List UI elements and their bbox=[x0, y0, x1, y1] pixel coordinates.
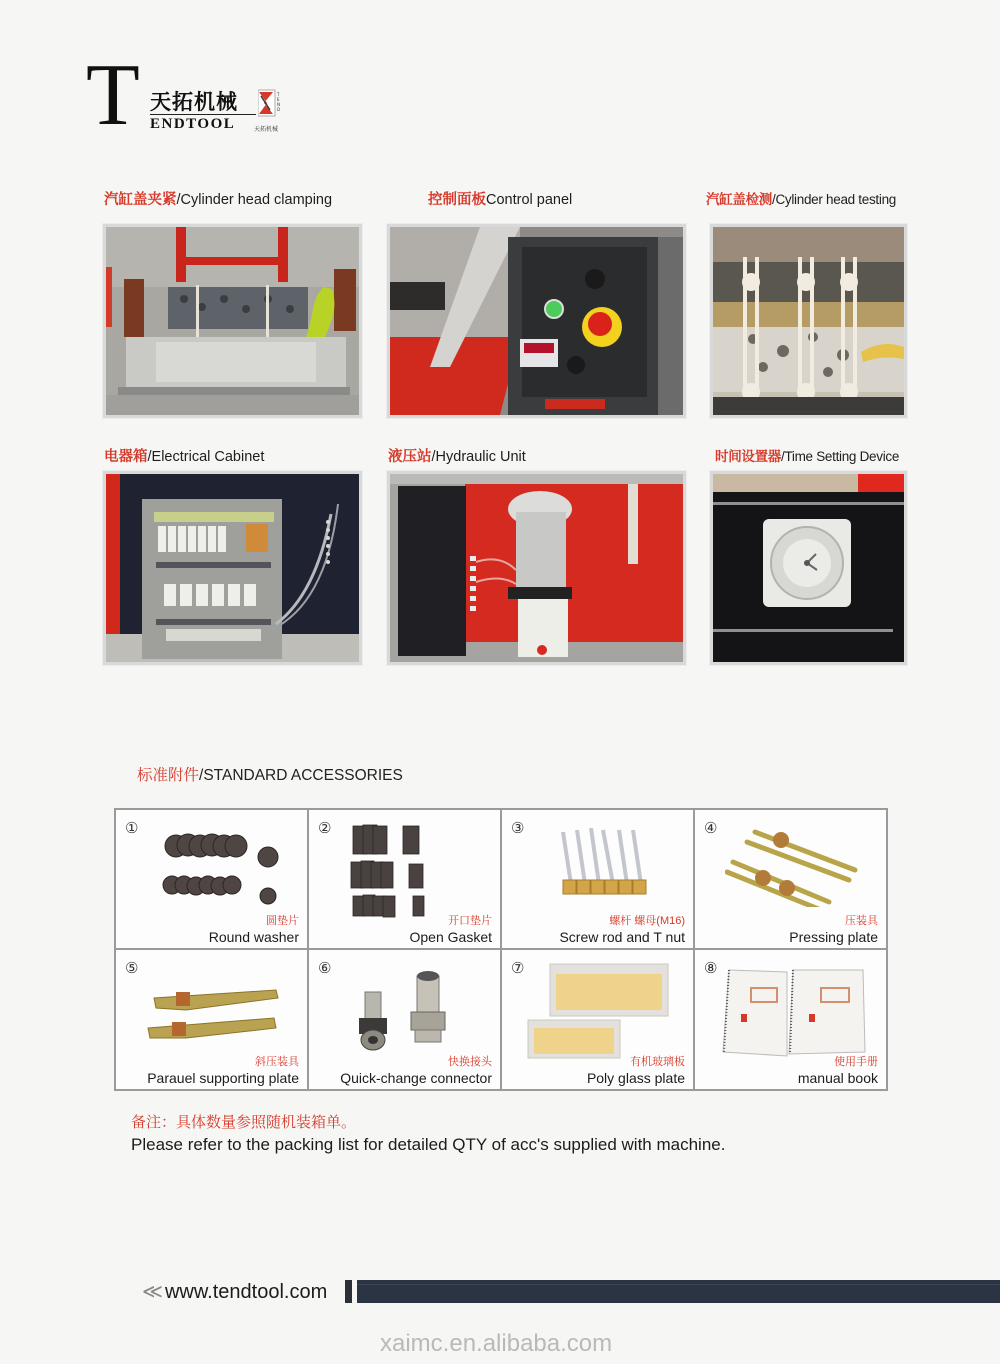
accessory-name-en: Screw rod and T nut bbox=[559, 929, 685, 945]
pressing-plate-image bbox=[725, 822, 875, 907]
watermark: xaimc.en.alibaba.com bbox=[380, 1330, 613, 1357]
svg-text:E: E bbox=[277, 97, 280, 102]
accessory-parallel-supporting-plate bbox=[116, 950, 309, 1089]
accessory-name-cn: 使用手册 bbox=[834, 1056, 878, 1068]
photo-hydraulic-unit bbox=[387, 471, 686, 665]
accessory-name-cn: 斜压装具 bbox=[255, 1056, 299, 1068]
logo-name-cn: 天拓机械 bbox=[150, 90, 238, 114]
footer-divider bbox=[345, 1280, 352, 1303]
accessory-open-gasket bbox=[309, 810, 502, 950]
accessory-name-cn: 圆垫片 bbox=[266, 915, 299, 927]
poly-glass-image bbox=[524, 960, 674, 1060]
accessory-round-washer bbox=[116, 810, 309, 950]
logo-mark-caption: 天拓机械 bbox=[254, 127, 279, 133]
round-washer-image bbox=[156, 830, 286, 905]
photo-cylinder-head-testing bbox=[710, 224, 907, 418]
logo-letter: T bbox=[86, 47, 140, 144]
note-cn: 备注：具体数量参照随机装箱单。 bbox=[131, 1114, 357, 1131]
caption-time-setting-device: 时间设置器/Time Setting Device bbox=[715, 449, 900, 464]
website-link[interactable] bbox=[142, 1279, 327, 1304]
accessory-name-en: Open Gasket bbox=[409, 929, 492, 945]
accessory-number: ② bbox=[318, 819, 332, 837]
accessory-number: ① bbox=[125, 819, 139, 837]
svg-text:D: D bbox=[277, 107, 281, 112]
accessory-name-en: Round washer bbox=[208, 929, 299, 945]
accessory-name-en: Quick-change connector bbox=[340, 1070, 492, 1086]
manual-book-image bbox=[721, 964, 871, 1059]
caption-cylinder-head-testing: 汽缸盖检测/Cylinder head testing bbox=[706, 192, 896, 207]
logo-mark-icon bbox=[258, 88, 282, 126]
accessory-name-en: Poly glass plate bbox=[586, 1070, 685, 1086]
accessory-screw-rod-t-nut bbox=[502, 810, 695, 950]
photo-control-panel bbox=[387, 224, 686, 418]
footer-bar bbox=[357, 1280, 1000, 1303]
caption-electrical-cabinet: 电器箱/Electrical Cabinet bbox=[104, 449, 265, 465]
accessory-poly-glass-plate bbox=[502, 950, 695, 1089]
endtool-logo bbox=[86, 47, 296, 144]
caption-hydraulic-unit: 液压站/Hydraulic Unit bbox=[388, 449, 526, 465]
photo-time-setting-device bbox=[710, 471, 907, 665]
accessories-grid bbox=[114, 808, 888, 1091]
accessory-name-en: Parauel supporting plate bbox=[147, 1070, 299, 1086]
accessory-name-cn: 开口垫片 bbox=[448, 915, 492, 927]
logo-divider bbox=[150, 114, 256, 115]
accessory-number: ⑧ bbox=[704, 959, 718, 977]
svg-text:T: T bbox=[277, 92, 280, 97]
screw-rod-image bbox=[557, 828, 667, 898]
accessory-name-cn: 压装具 bbox=[845, 915, 878, 927]
note-en: Please refer to the packing list for detailed QTY of acc's supplied with machine. bbox=[131, 1135, 726, 1154]
caption-cylinder-head-clamping: 汽缸盖夹紧/Cylinder head clamping bbox=[104, 192, 333, 208]
open-gasket-image bbox=[347, 824, 437, 919]
photo-electrical-cabinet bbox=[103, 471, 362, 665]
accessory-number: ③ bbox=[511, 819, 525, 837]
accessory-name-en: Pressing plate bbox=[789, 929, 878, 945]
accessory-name-en: manual book bbox=[797, 1070, 878, 1086]
accessory-name-cn: 快换接头 bbox=[448, 1056, 492, 1068]
connector-image bbox=[347, 970, 457, 1055]
accessory-name-cn: 螺杆 螺母(M16) bbox=[609, 915, 685, 927]
photo-cylinder-head-clamping bbox=[103, 224, 362, 418]
accessory-name-cn: 有机玻璃板 bbox=[630, 1056, 685, 1068]
double-chevron-left-icon: ≪ bbox=[142, 1281, 163, 1303]
accessory-quick-change-connector bbox=[309, 950, 502, 1089]
website-url: www.tendtool.com bbox=[164, 1281, 328, 1303]
accessory-number: ⑦ bbox=[511, 959, 525, 977]
caption-control-panel: 控制面板Control panel bbox=[428, 192, 573, 208]
accessories-title: 标准附件/STANDARD ACCESSORIES bbox=[137, 767, 403, 784]
accessory-number: ⑥ bbox=[318, 959, 332, 977]
supporting-plate-image bbox=[146, 980, 286, 1050]
accessory-number: ⑤ bbox=[125, 959, 139, 977]
accessory-number: ④ bbox=[704, 819, 718, 837]
accessory-pressing-plate bbox=[695, 810, 886, 950]
logo-name-en: ENDTOOL bbox=[150, 116, 236, 132]
svg-text:N: N bbox=[277, 102, 280, 107]
accessory-manual-book bbox=[695, 950, 886, 1089]
